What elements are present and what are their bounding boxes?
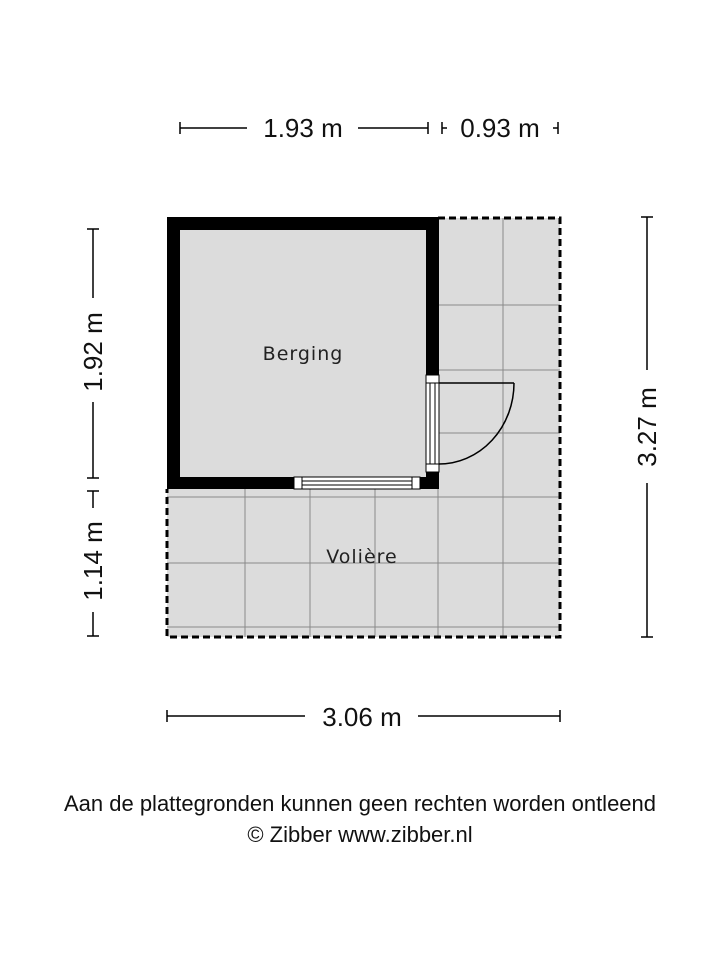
dimension-left-upper: 1.92 m: [78, 312, 108, 392]
dimension-bottom-label: 3.06 m: [322, 702, 402, 732]
dimension-top-left: 1.93 m: [263, 113, 343, 143]
dimension-right-label: 3.27 m: [632, 387, 662, 467]
window: [294, 477, 420, 489]
dimension-top-right: 0.93 m: [460, 113, 540, 143]
dimension-left-lower: 1.14 m: [78, 521, 108, 601]
copyright-text: © Zibber www.zibber.nl: [247, 822, 473, 847]
room-label-voliere: Volière: [326, 546, 398, 568]
room-label-berging: Berging: [262, 343, 344, 365]
disclaimer-text: Aan de plattegronden kunnen geen rechten worden ontleend: [63, 791, 657, 816]
